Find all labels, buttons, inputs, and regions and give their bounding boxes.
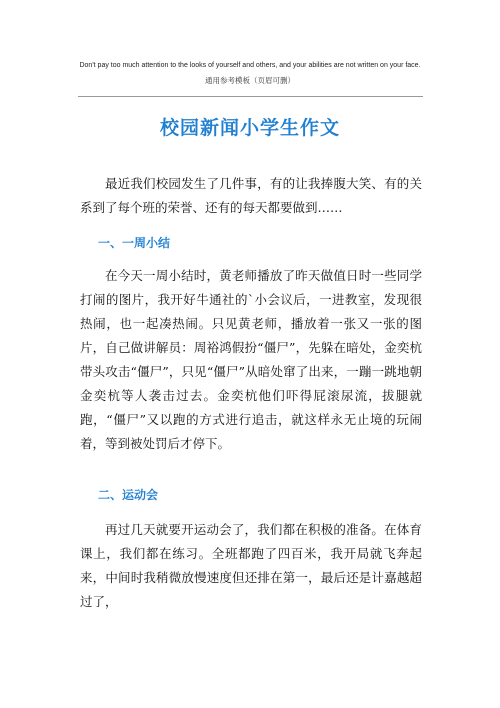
page-title: 校园新闻小学生作文 xyxy=(159,117,340,139)
header-quote: Don't pay too much attention to the looks of yourself and others, and your abilities are not written on your face. xyxy=(79,62,421,69)
section-heading-weekly-summary: 一、一周小结 xyxy=(98,236,171,250)
intro-paragraph: 最近我们校园发生了几件事，有的让我捧腹大笑、有的关系到了每个班的荣誉、还有的每天都要做到…… xyxy=(80,176,422,215)
section-body-sports-meet: 再过几天就要开运动会了，我们都在积极的准备。在体育课上，我们都在练习。全班都跑了四百米，我开局就飞奔起来，中间时我稍微放慢速度但还排在第一，最后还是计嘉越超过了， xyxy=(80,522,422,609)
intro-paragraph-block xyxy=(80,172,422,220)
section-body-sports-meet-block xyxy=(80,518,422,614)
header-divider xyxy=(78,96,423,97)
section-body-weekly-summary-block xyxy=(80,264,422,456)
section-heading-sports-meet: 二、运动会 xyxy=(98,488,159,502)
header-template-note: 通用参考模板（页眉可删） xyxy=(205,76,295,85)
section-body-weekly-summary: 在今天一周小结时，黄老师播放了昨天做值日时一些同学打闹的图片，我开好牛通社的`小会议后，一进教室，发现很热闹，也一起凑热闹。只见黄老师，播放着一张又一张的图片，自己做讲解员：周裕鸿假扮“僵尸”，先躲在暗处，金奕杭带头攻击“僵尸”，只见“僵尸”从暗处窜了出来，一蹦一跳地朝金奕杭等人袭击过去。金奕杭他们吓得屁滚尿流，拔腿就跑，“僵尸”又以跑的方式进行追击，就这样永无止境的玩闹着，等到被处罚后才停下。 xyxy=(80,268,422,451)
